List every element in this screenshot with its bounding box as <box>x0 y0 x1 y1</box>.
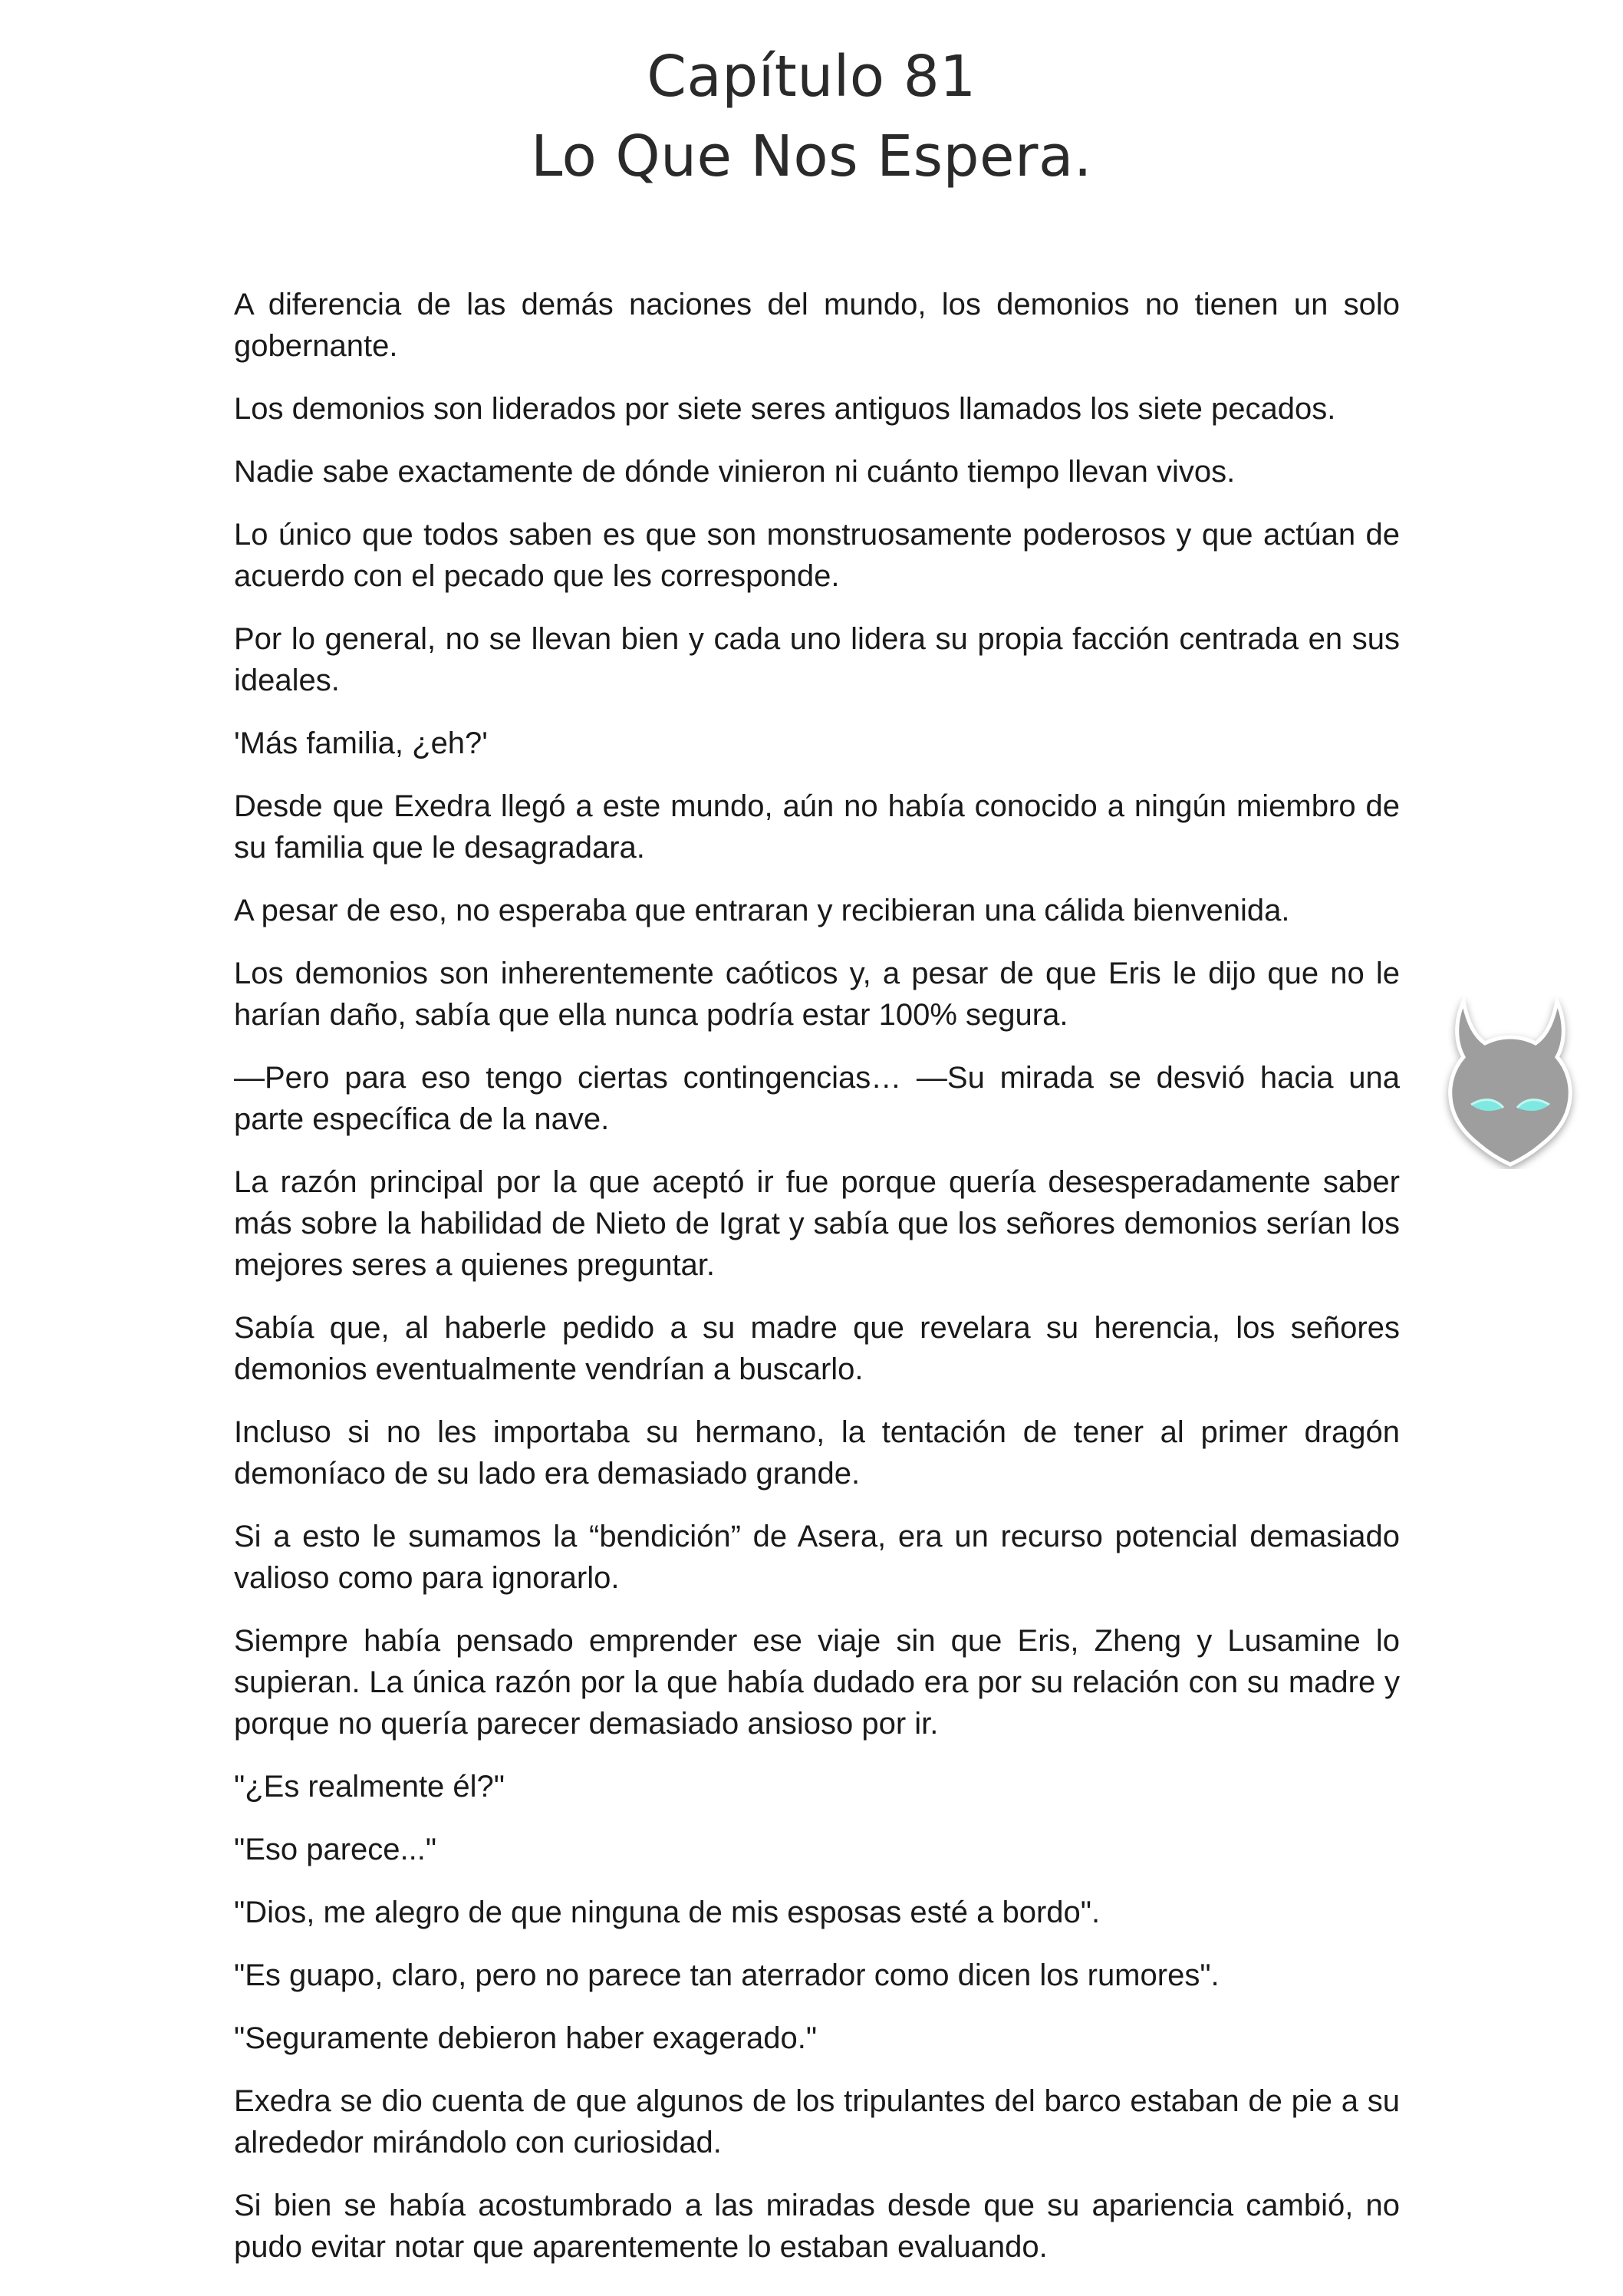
paragraph: —Pero para eso tengo ciertas contingencias… —Su mirada se desvió hacia una parte específica de la nave. <box>234 1061 1400 1136</box>
paragraph: 'Más familia, ¿eh?' <box>234 726 488 760</box>
paragraph: "Dios, me alegro de que ninguna de mis esposas esté a bordo". <box>234 1896 1101 1929</box>
chapter-title: Lo Que Nos Espera. <box>531 124 1092 189</box>
paragraph: Lo único que todos saben es que son monstruosamente poderosos y que actúan de acuerdo con el pecado que les corresponde. <box>234 518 1400 593</box>
paragraph: "Eso parece..." <box>234 1833 437 1866</box>
paragraph: Exedra se dio cuenta de que algunos de los tripulantes del barco estaban de pie a su alrededor mirándolo con curiosidad. <box>234 2084 1400 2159</box>
paragraph: Desde que Exedra llegó a este mundo, aún no había conocido a ningún miembro de su familia que le desagradara. <box>234 789 1400 865</box>
chapter-number: Capítulo 81 <box>647 44 976 110</box>
paragraph: Los demonios son inherentemente caóticos y, a pesar de que Eris le dijo que no le harían daño, sabía que ella nunca podría estar 100% segura. <box>234 957 1400 1032</box>
paragraph: Sabía que, al haberle pedido a su madre que revelara su herencia, los señores demonios eventualmente vendrían a buscarlo. <box>234 1311 1400 1386</box>
paragraph: "Es guapo, claro, pero no parece tan aterrador como dicen los rumores". <box>234 1958 1220 1992</box>
paragraph: Siempre había pensado emprender ese viaje sin que Eris, Zheng y Lusamine lo supieran. La única razón por la que había dudado era por su relación con su madre y porque no quería parecer demasiado ansioso por ir. <box>234 1624 1400 1741</box>
paragraph: A diferencia de las demás naciones del mundo, los demonios no tienen un solo gobernante. <box>234 288 1400 363</box>
chapter-header <box>0 37 1623 196</box>
paragraph: "¿Es realmente él?" <box>234 1770 505 1804</box>
chapter-body <box>234 284 1400 2289</box>
paragraph: Si bien se había acostumbrado a las miradas desde que su apariencia cambió, no pudo evitar notar que aparentemente lo estaban evaluando. <box>234 2189 1400 2264</box>
demon-head-icon <box>1440 996 1580 1169</box>
paragraph: Por lo general, no se llevan bien y cada uno lidera su propia facción centrada en sus ideales. <box>234 622 1400 697</box>
paragraph: La razón principal por la que aceptó ir fue porque quería desesperadamente saber más sobre la habilidad de Nieto de Igrat y sabía que los señores demonios serían los mejores seres a quienes preguntar. <box>234 1165 1400 1282</box>
paragraph: A pesar de eso, no esperaba que entraran y recibieran una cálida bienvenida. <box>234 894 1290 927</box>
paragraph: "Seguramente debieron haber exagerado." <box>234 2021 818 2055</box>
paragraph: Los demonios son liderados por siete seres antiguos llamados los siete pecados. <box>234 392 1336 426</box>
paragraph: Incluso si no les importaba su hermano, la tentación de tener al primer dragón demoníaco de su lado era demasiado grande. <box>234 1415 1400 1491</box>
paragraph: Nadie sabe exactamente de dónde vinieron ni cuánto tiempo llevan vivos. <box>234 455 1236 489</box>
paragraph: Si a esto le sumamos la “bendición” de Asera, era un recurso potencial demasiado valioso como para ignorarlo. <box>234 1520 1400 1595</box>
